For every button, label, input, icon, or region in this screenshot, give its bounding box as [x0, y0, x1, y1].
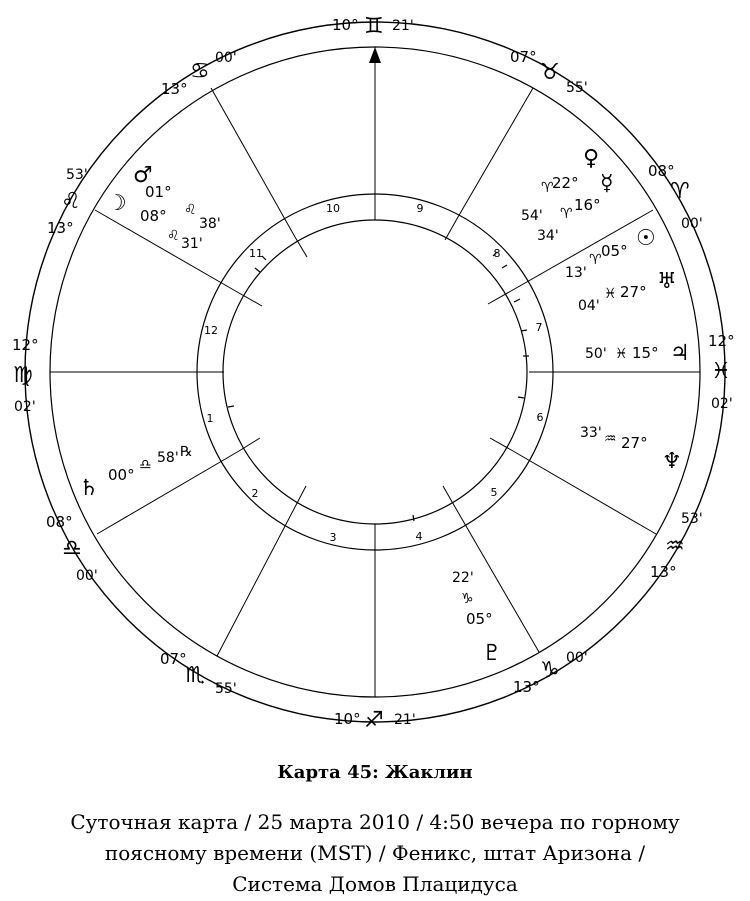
scorpio-icon: ♏ [185, 663, 205, 688]
house-number-3: 3 [329, 531, 337, 544]
chart-caption-line-1: Суточная карта / 25 марта 2010 / 4:50 вечера по горному [70, 810, 680, 834]
cusp-cancer-degree: 13° [161, 80, 188, 98]
mercury-degree: 16° [574, 196, 601, 214]
planet-tick-marks [228, 252, 529, 521]
chart-caption-line-3: Система Домов Плацидуса [232, 872, 518, 896]
cusp-libra-minutes: 00' [76, 568, 98, 584]
neptune-degree: 27° [621, 434, 648, 452]
chart-caption-line-2: поясному времени (MST) / Феникс, штат Аризона / [104, 841, 646, 865]
moon-minutes: 31' [181, 236, 203, 252]
mercury-minutes: 34' [537, 228, 559, 244]
cusp-line-6 [513, 451, 656, 534]
chart-caption-title: Карта 45: Жаклин [277, 762, 473, 783]
saturn-degree: 00° [108, 466, 135, 484]
house-number-inner-circle [223, 220, 527, 524]
venus-icon: ♀ [583, 146, 600, 171]
uranus-icon: ♅ [657, 269, 677, 294]
house-numbers [204, 202, 544, 544]
sun-icon: ☉ [636, 226, 656, 251]
house-number-2: 2 [251, 487, 259, 500]
uranus-sign: ♓ [604, 286, 617, 302]
neptune-minutes: 33' [580, 425, 602, 441]
moon-sign: ♌ [167, 228, 180, 244]
pluto-minutes: 22' [452, 570, 474, 586]
mc-arrow-icon [369, 47, 381, 63]
venus-degree: 22° [552, 174, 579, 192]
sun-degree: 05° [601, 242, 628, 260]
house-number-9: 9 [416, 202, 424, 215]
cusp-libra-degree: 08° [46, 513, 73, 531]
cusp-aries-degree: 08° [648, 162, 675, 180]
cusp-capricorn-degree: 13° [513, 678, 540, 696]
cusp-scorpio-minutes: 55' [215, 681, 237, 697]
pluto-sign: ♑ [461, 591, 474, 607]
jupiter-sign: ♓ [615, 346, 628, 362]
venus-sign: ♈ [541, 180, 554, 196]
house-number-11: 11 [249, 247, 263, 260]
house-number-1: 1 [206, 412, 214, 425]
cusp-dsc-minutes: 02' [711, 396, 733, 412]
neptune-sign: ♒ [604, 431, 617, 447]
cusp-mc-minutes: 21' [392, 18, 414, 34]
cusp-leo-degree: 13° [47, 219, 74, 237]
cusp-ic-degree: 10° [334, 710, 361, 728]
libra-icon: ♎ [62, 536, 82, 561]
gemini-icon: ♊ [364, 14, 384, 39]
jupiter-degree: 15° [632, 344, 659, 362]
cusp-aquarius-degree: 13° [650, 563, 677, 581]
cusp-scorpio-degree: 07° [160, 650, 187, 668]
capricorn-icon: ♑ [540, 658, 560, 683]
house-number-12: 12 [204, 324, 218, 337]
jupiter-icon: ♃ [670, 341, 690, 366]
jupiter-minutes: 50' [585, 346, 607, 362]
uranus-minutes: 04' [578, 298, 600, 314]
neptune-icon: ♆ [662, 449, 682, 474]
virgo-icon: ♍ [13, 363, 33, 388]
aquarius-icon: ♒ [665, 534, 685, 559]
cusp-leo-minutes: 53' [66, 167, 88, 183]
house-cusp-lines [50, 47, 700, 697]
cusp-line-3 [217, 507, 295, 656]
cusp-mc-degree: 10° [332, 16, 359, 34]
moon-degree: 08° [140, 207, 167, 225]
uranus-degree: 27° [620, 283, 647, 301]
house-number-5: 5 [490, 486, 498, 499]
venus-minutes: 54' [521, 208, 543, 224]
sun-sign: ♈ [589, 252, 602, 268]
mars-minutes: 38' [199, 216, 221, 232]
mars-degree: 01° [145, 183, 172, 201]
house-number-4: 4 [415, 530, 423, 543]
sagittarius-icon: ♐ [364, 708, 384, 733]
cusp-ic-minutes: 21' [394, 712, 416, 728]
leo-icon: ♌ [61, 189, 81, 214]
mars-sign: ♌ [184, 202, 197, 218]
aries-icon: ♈ [670, 179, 690, 204]
saturn-retrograde-icon: ℞ [180, 444, 193, 460]
cusp-aries-minutes: 00' [681, 216, 703, 232]
mars-icon: ♂ [133, 163, 153, 188]
house-number-8: 8 [493, 247, 501, 260]
mercury-sign: ♈ [560, 206, 573, 222]
saturn-sign: ♎ [139, 457, 152, 473]
planets [79, 146, 690, 666]
cancer-icon: ♋ [190, 59, 210, 84]
saturn-icon: ♄ [79, 476, 99, 501]
cusp-asc-minutes: 02' [14, 399, 36, 415]
pluto-degree: 05° [466, 610, 493, 628]
house-number-10: 10 [326, 202, 340, 215]
moon-icon: ☽ [107, 191, 127, 216]
cusp-capricorn-minutes: 00' [566, 650, 588, 666]
pisces-icon: ♓ [711, 359, 731, 384]
taurus-icon: ♉ [540, 60, 560, 85]
cusp-cancer-minutes: 00' [215, 50, 237, 66]
cusp-asc-degree: 12° [12, 336, 39, 354]
mercury-icon: ☿ [600, 171, 614, 196]
cusp-aquarius-minutes: 53' [681, 511, 703, 527]
pluto-icon: ♇ [482, 641, 502, 666]
cusp-labels [12, 14, 735, 733]
cusp-line-11 [211, 88, 295, 237]
saturn-minutes: 58' [157, 450, 179, 466]
house-number-7: 7 [535, 321, 543, 334]
cusp-taurus-minutes: 55' [566, 80, 588, 96]
sun-minutes: 13' [565, 265, 587, 281]
cusp-taurus-degree: 07° [510, 48, 537, 66]
cusp-line-9 [458, 88, 533, 217]
cusp-dsc-degree: 12° [708, 332, 735, 350]
house-number-6: 6 [536, 411, 544, 424]
